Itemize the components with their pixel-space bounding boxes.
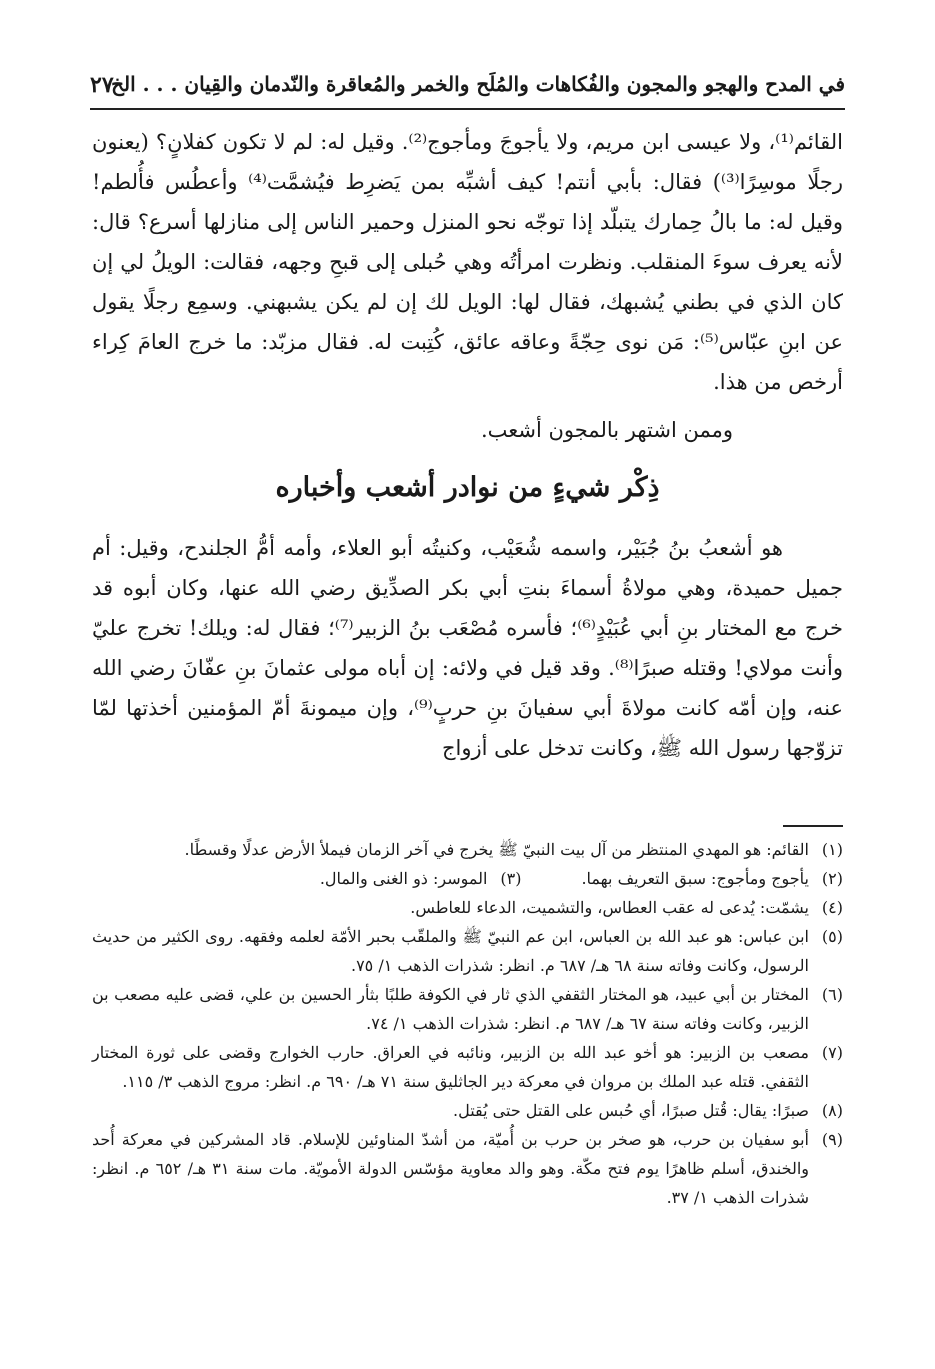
footnote-text: القائم: هو المهدي المنتظر من آل بيت النبيّ ﷺ يخرج في آخر الزمان فيملأ الأرض عدلًا وقسطًا. bbox=[184, 840, 809, 859]
footnote-item bbox=[581, 864, 843, 893]
footnote-number: (٦) bbox=[821, 985, 843, 1004]
footnote-divider bbox=[783, 825, 843, 827]
footnote-item bbox=[92, 893, 843, 922]
footnotes bbox=[92, 835, 843, 1212]
footnote-text: الموسر: ذو الغنى والمال. bbox=[319, 869, 488, 888]
footnote-number: (٣) bbox=[500, 869, 522, 888]
footnote-number: (٤) bbox=[821, 898, 843, 917]
footnote-item bbox=[92, 980, 843, 1038]
footnote-pair bbox=[92, 864, 843, 893]
running-header bbox=[90, 70, 845, 110]
footnote-text: أبو سفيان بن حرب، هو صخر بن حرب بن أُميّة، من أشدّ المناوئين للإسلام. قاد المشركين في معركة أُحد والخندق، أسلم ظاهرًا يوم فتح مكّة. وهو والد معاوية مؤسّس الدولة الأمويّة. مات سنة ٣١ هـ/ ٦٥٢ م. انظر: شذرات الذهب ١/ ٣٧. bbox=[92, 1130, 810, 1207]
footnote-text: مصعب بن الزبير: هو أخو عبد الله بن الزبير، ونائبه في العراق. حارب الخوارج وقضى على ثورة المختار الثقفي. قتله عبد الملك بن مروان في معركة دير الجاثليق سنة ٧١ هـ/ ٦٩٠ م. انظر: مروج الذهب ٣/ ١١٥. bbox=[92, 1043, 809, 1091]
footnote-text: ابن عباس: هو عبد الله بن العباس، ابن عم النبيّ ﷺ والملقّب بحبر الأمّة لعلمه وفقهه. روى الكثير من حديث الرسول، وكانت وفاته سنة ٦٨ هـ/ ٦٨٧ م. انظر: شذرات الذهب ١/ ٧٥. bbox=[92, 927, 810, 975]
footnote-number: (٨) bbox=[821, 1101, 843, 1120]
footnote-item bbox=[92, 1038, 843, 1096]
footnote-item bbox=[92, 835, 843, 864]
footnote-item bbox=[320, 864, 522, 893]
footnote-number: (٩) bbox=[821, 1130, 843, 1149]
section-paragraph: هو أشعبُ بنُ جُبَيْر، واسمه شُعَيْب، وكنيتُه أبو العلاء، وأمه أمُّ الجلندح، وقيل: أم جميل حميدة، وهي مولاةُ أسماءَ بنتِ أبي بكر الصدِّيق رضي الله عنها، وكان أبوه قد خرج مع المختار بنِ أبي عُبَيْدٍ⁽⁶⁾؛ فأسره مُصْعَب بنُ الزبير⁽⁷⁾؛ فقال له: ويلك! تخرج عليّ وأنت مولاي! وقتله صبرًا⁽⁸⁾. وقد قيل في ولائه: إن أباه مولى عثمانَ بنِ عفّانَ رضي الله عنه، وإن أمّه كانت مولاةَ أبي سفيانَ بنِ حربٍ⁽⁹⁾، وإن ميمونةَ أمّ المؤمنين أخذتها لمّا تزوّجها رسول الله ﷺ، وكانت تدخل على أزواج bbox=[92, 536, 843, 760]
footnote-text: يأجوج ومأجوج: سبق التعريف بهما. bbox=[581, 869, 809, 888]
section-heading: ذِكْر شيءٍ من نوادر أشعب وأخباره bbox=[275, 472, 660, 503]
footnote-item bbox=[92, 1096, 843, 1125]
section-text bbox=[92, 528, 843, 768]
body-paragraph: القائم⁽¹⁾، ولا عيسى ابن مريم، ولا يأجوجَ ومأجوج⁽²⁾. وقيل له: لم لا تكون كفلانٍ؟ (يعنون رجلًا موسِرًا⁽³⁾) فقال: بأبي أنتم! كيف أشبِّه بمن يَضرِط فيُشمَّت⁽⁴⁾ وأعطُس فأُلطم! وقيل له: ما بالُ حِمارك يتبلّد إذا توجّه نحو المنزل وحمير الناس إلى منازلها أسرع؟ قال: لأنه يعرف سوءَ المنقلب. ونظرت امرأتُه وهي حُبلى إلى قبحِ وجهه، فقالت: الويلُ لي إن كان الذي في بطني يُشبهك، فقال لها: الويل لك إن لم يكن يشبهني. وسمِع رجلًا يقول عن ابنِ عبّاس⁽⁵⁾: مَن نوى حِجّةً وعاقه عائق، كُتِبت له. فقال مزبّد: ما خرج العامَ كِراء أرخص من هذا. bbox=[92, 130, 843, 394]
footnote-item bbox=[92, 922, 843, 980]
footnote-text: يشمّت: يُدعى له عقب العطاس، والتشميت، الدعاء للعاطس. bbox=[410, 898, 809, 917]
main-text bbox=[92, 122, 843, 450]
footnote-item bbox=[92, 1125, 843, 1212]
footnote-text: المختار بن أبي عبيد، هو المختار الثقفي الذي ثار في الكوفة طلبًا بثأر الحسين بن علي، قضى عليه مصعب بن الزبير، وكانت وفاته سنة ٦٧ هـ/ ٦٨٧ م. انظر: شذرات الذهب ١/ ٧٤. bbox=[92, 985, 809, 1033]
running-header-title: في المدح والهجو والمجون والفُكاهات والمُلَح والخمر والمُعاقرة والنّدمان والقِيان . . . الخ bbox=[111, 72, 845, 96]
body-paragraph-short: وممن اشتهر بالمجون أشعب. bbox=[480, 418, 733, 442]
footnote-number: (٥) bbox=[821, 927, 843, 946]
page-number: ٢٧ bbox=[90, 72, 114, 98]
footnote-number: (٧) bbox=[821, 1043, 843, 1062]
header-divider bbox=[90, 108, 845, 110]
footnote-text: صبرًا: يقال: قُتل صبرًا، أي حُبس على القتل حتى يُقتل. bbox=[453, 1101, 809, 1120]
footnote-number: (١) bbox=[821, 840, 843, 859]
footnote-number: (٢) bbox=[821, 869, 843, 888]
